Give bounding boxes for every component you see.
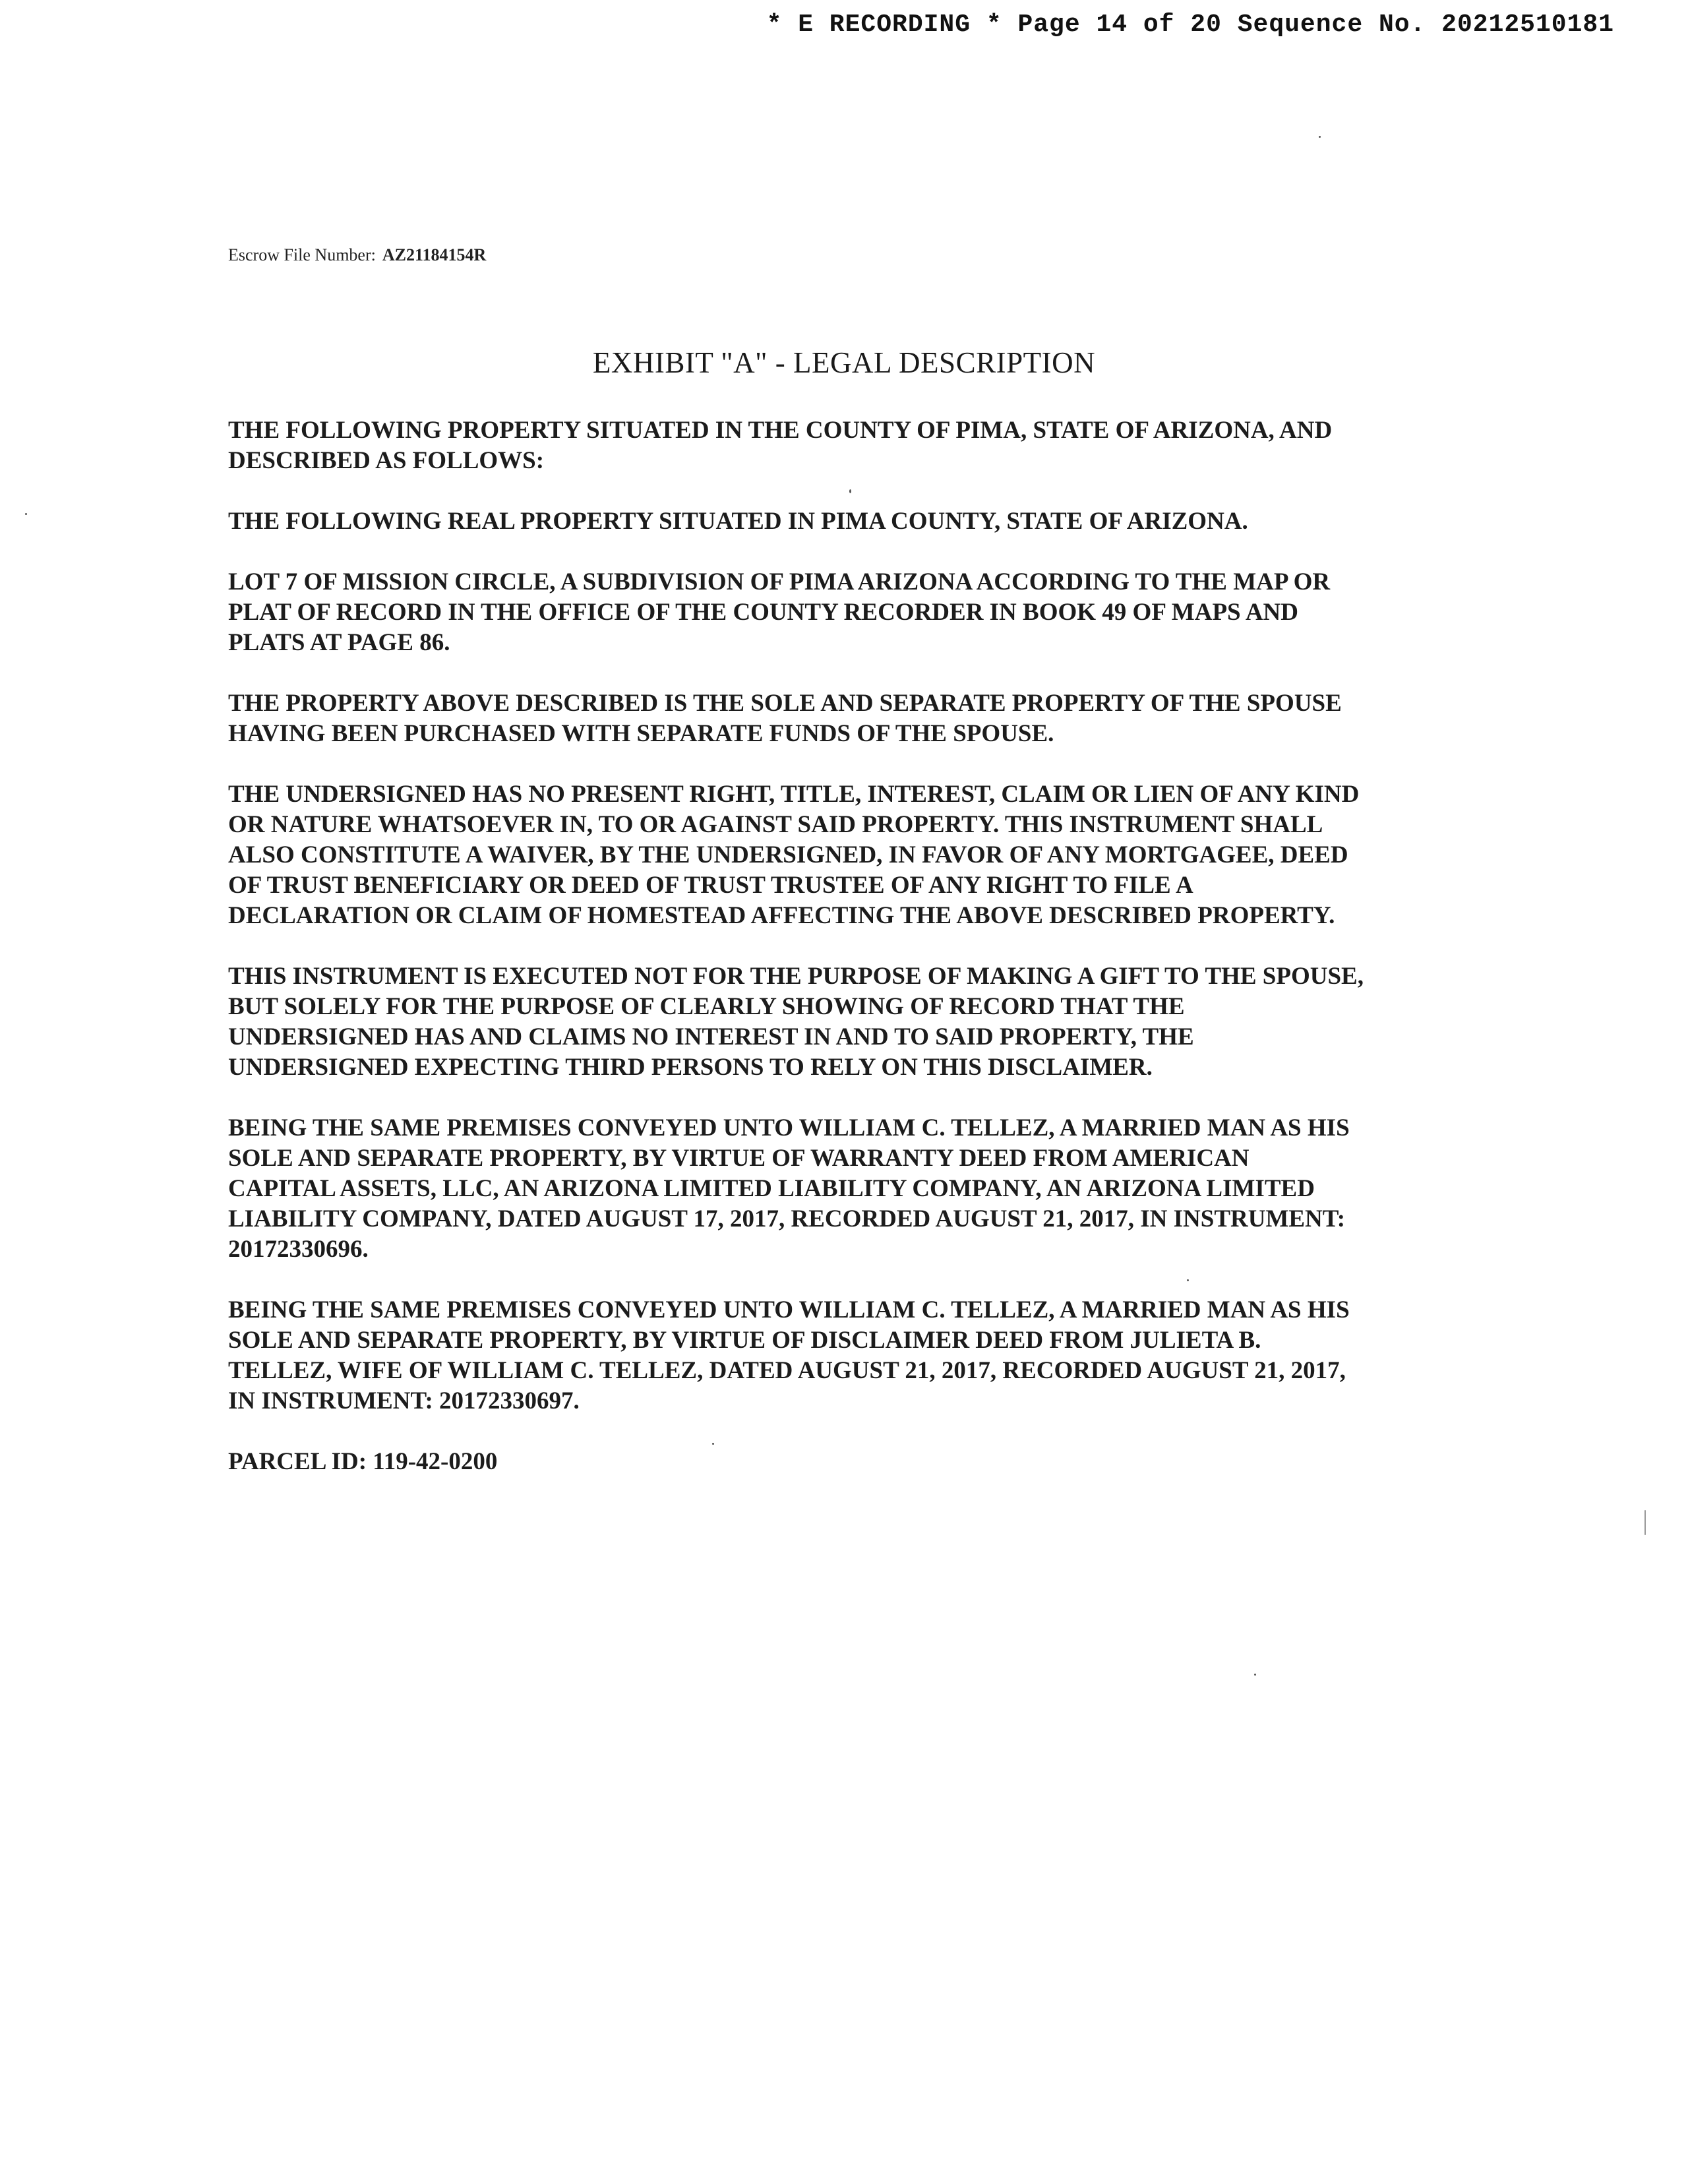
paragraph-line: THE FOLLOWING PROPERTY SITUATED IN THE COUNTY OF PIMA, STATE OF ARIZONA, AND	[228, 417, 1333, 444]
paragraph-line: SOLE AND SEPARATE PROPERTY, BY VIRTUE OF WARRANTY DEED FROM AMERICAN	[228, 1145, 1250, 1172]
paragraph-line: BEING THE SAME PREMISES CONVEYED UNTO WILLIAM C. TELLEZ, A MARRIED MAN AS HIS	[228, 1114, 1350, 1141]
scan-speck	[849, 489, 851, 493]
scan-speck	[1319, 136, 1321, 138]
scan-speck	[1254, 1674, 1256, 1676]
legal-paragraph	[228, 567, 1468, 658]
exhibit-title: EXHIBIT "A" - LEGAL DESCRIPTION	[592, 346, 1096, 379]
escrow-file-number-value: AZ21184154R	[382, 245, 487, 264]
paragraph-line: UNDERSIGNED EXPECTING THIRD PERSONS TO RELY ON THIS DISCLAIMER.	[228, 1054, 1153, 1081]
legal-paragraph	[228, 1295, 1468, 1416]
paragraph-line: DECLARATION OR CLAIM OF HOMESTEAD AFFECTING THE ABOVE DESCRIBED PROPERTY.	[228, 902, 1335, 929]
paragraph-line: DESCRIBED AS FOLLOWS:	[228, 447, 545, 474]
paragraph-line: PLAT OF RECORD IN THE OFFICE OF THE COUNTY RECORDER IN BOOK 49 OF MAPS AND	[228, 599, 1298, 626]
paragraph-line: 20172330696.	[228, 1236, 369, 1263]
legal-description-body	[228, 415, 1468, 1507]
paragraph-line: IN INSTRUMENT: 20172330697.	[228, 1387, 580, 1414]
paragraph-line: OF TRUST BENEFICIARY OR DEED OF TRUST TRUSTEE OF ANY RIGHT TO FILE A	[228, 872, 1193, 899]
scan-speck	[1644, 1510, 1646, 1535]
paragraph-line: LIABILITY COMPANY, DATED AUGUST 17, 2017, RECORDED AUGUST 21, 2017, IN INSTRUMENT:	[228, 1205, 1346, 1232]
paragraph-line: TELLEZ, WIFE OF WILLIAM C. TELLEZ, DATED AUGUST 21, 2017, RECORDED AUGUST 21, 2017,	[228, 1357, 1346, 1384]
paragraph-line: THIS INSTRUMENT IS EXECUTED NOT FOR THE PURPOSE OF MAKING A GIFT TO THE SPOUSE,	[228, 963, 1364, 990]
paragraph-line: LOT 7 OF MISSION CIRCLE, A SUBDIVISION OF PIMA ARIZONA ACCORDING TO THE MAP OR	[228, 568, 1331, 595]
legal-paragraph	[228, 506, 1468, 537]
scan-speck	[1187, 1279, 1189, 1281]
legal-paragraph	[228, 415, 1468, 476]
escrow-file-number	[228, 245, 486, 265]
paragraph-line: BEING THE SAME PREMISES CONVEYED UNTO WILLIAM C. TELLEZ, A MARRIED MAN AS HIS	[228, 1296, 1350, 1323]
paragraph-line: UNDERSIGNED HAS AND CLAIMS NO INTEREST IN AND TO SAID PROPERTY, THE	[228, 1023, 1194, 1050]
paragraph-line: THE PROPERTY ABOVE DESCRIBED IS THE SOLE AND SEPARATE PROPERTY OF THE SPOUSE	[228, 690, 1342, 717]
legal-paragraph	[228, 961, 1468, 1083]
legal-paragraph	[228, 1113, 1468, 1265]
escrow-file-number-label: Escrow File Number:	[228, 245, 376, 264]
scan-speck	[712, 1443, 714, 1445]
paragraph-line: ALSO CONSTITUTE A WAIVER, BY THE UNDERSIGNED, IN FAVOR OF ANY MORTGAGEE, DEED	[228, 841, 1348, 868]
legal-paragraph	[228, 1447, 1468, 1477]
paragraph-line: BUT SOLELY FOR THE PURPOSE OF CLEARLY SHOWING OF RECORD THAT THE	[228, 993, 1185, 1020]
scan-speck	[25, 513, 27, 515]
paragraph-line: THE FOLLOWING REAL PROPERTY SITUATED IN PIMA COUNTY, STATE OF ARIZONA.	[228, 508, 1248, 535]
paragraph-line: CAPITAL ASSETS, LLC, AN ARIZONA LIMITED LIABILITY COMPANY, AN ARIZONA LIMITED	[228, 1175, 1315, 1202]
paragraph-line: OR NATURE WHATSOEVER IN, TO OR AGAINST SAID PROPERTY. THIS INSTRUMENT SHALL	[228, 811, 1323, 838]
paragraph-line: HAVING BEEN PURCHASED WITH SEPARATE FUNDS OF THE SPOUSE.	[228, 720, 1054, 747]
recording-stamp: * E RECORDING * Page 14 of 20 Sequence No. 20212510181	[766, 11, 1614, 39]
paragraph-line: THE UNDERSIGNED HAS NO PRESENT RIGHT, TITLE, INTEREST, CLAIM OR LIEN OF ANY KIND	[228, 781, 1360, 808]
legal-paragraph	[228, 779, 1468, 931]
paragraph-line: PLATS AT PAGE 86.	[228, 629, 450, 656]
legal-paragraph	[228, 688, 1468, 749]
paragraph-line: SOLE AND SEPARATE PROPERTY, BY VIRTUE OF DISCLAIMER DEED FROM JULIETA B.	[228, 1327, 1261, 1354]
paragraph-line: PARCEL ID: 119-42-0200	[228, 1448, 498, 1475]
